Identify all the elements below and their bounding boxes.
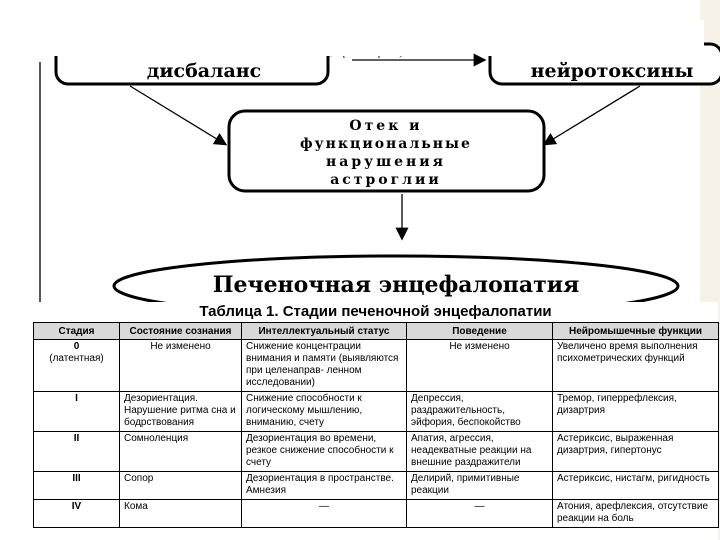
stages-table [33,322,719,528]
header-behavior: Поведение [407,323,553,340]
table-row [34,392,719,432]
center-line-1: Отек и [349,118,423,134]
neuromuscular-cell: Астериксис, нистагм, ригидность [553,472,719,500]
neuromuscular-cell: Атония, арефлексия, отсутствие реакции на боль [553,500,719,528]
arrow-neurotoxins-to-edema [545,86,640,144]
consciousness-cell: Не изменено [120,340,242,392]
table-caption: Таблица 1. Стадии печеночной энцефалопатии [199,303,552,320]
table-header-row [34,323,719,340]
consciousness-cell: Сопор [120,472,242,500]
table-row [34,500,719,528]
center-line-3: нарушения [326,154,446,170]
behavior-cell: Депрессия, раздражительность, эйфория, беспокойство [407,392,553,432]
arrow-imbalance-to-edema [130,86,225,144]
box-neurotoxins-label: нейротоксины [530,60,694,82]
intellect-cell: — [242,500,407,528]
stage-cell [34,340,120,392]
consciousness-cell: Сомноленция [120,432,242,472]
result-ellipse [114,256,678,302]
header-consciousness: Состояние сознания [120,323,242,340]
table-row [34,340,719,392]
stage-cell: I [34,392,120,432]
stages-table-panel [33,302,718,540]
header-stage: Стадия [34,323,120,340]
neuromuscular-cell: Увеличено время выполнения психометрических функций [553,340,719,392]
neuromuscular-cell: Тремор, гиперрефлексия, дизартрия [553,392,719,432]
header-intellect: Интеллектуальный статус [242,323,407,340]
stage-note: (латентная) [49,353,104,364]
neuromuscular-cell: Астериксис, выраженная дизартрия, гипертонус [553,432,719,472]
center-line-2: функциональные [300,136,472,152]
table-row [34,432,719,472]
box-astroglia-edema [229,111,544,191]
box-imbalance-label: дисбаланс [146,60,262,82]
behavior-cell: Делирий, примитивные реакции [407,472,553,500]
consciousness-cell: Дезориентация. Нарушение ритма сна и бодрствования [120,392,242,432]
behavior-cell: Апатия, агрессия, неадекватные реакции на внешние раздражители [407,432,553,472]
stage-cell: III [34,472,120,500]
behavior-cell: — [407,500,553,528]
stage-cell: IV [34,500,120,528]
intellect-cell: Дезориентация в пространстве. Амнезия [242,472,407,500]
consciousness-cell: Кома [120,500,242,528]
intellect-cell: Снижение способности к логическому мышлению, вниманию, счету [242,392,407,432]
intellect-cell: Дезориентация во времени, резкое снижение способности к счету [242,432,407,472]
intellect-cell: Снижение концентрации внимания и памяти (выявляются при целенаправ- ленном исследовании) [242,340,407,392]
center-line-4: астроглии [330,172,442,188]
result-label: Печеночная энцефалопатия [212,272,580,298]
table-row [34,472,719,500]
stage-number: 0 [73,341,80,352]
header-neuromuscular: Нейромышечные функции [553,323,719,340]
behavior-cell: Не изменено [407,340,553,392]
stage-cell: II [34,432,120,472]
